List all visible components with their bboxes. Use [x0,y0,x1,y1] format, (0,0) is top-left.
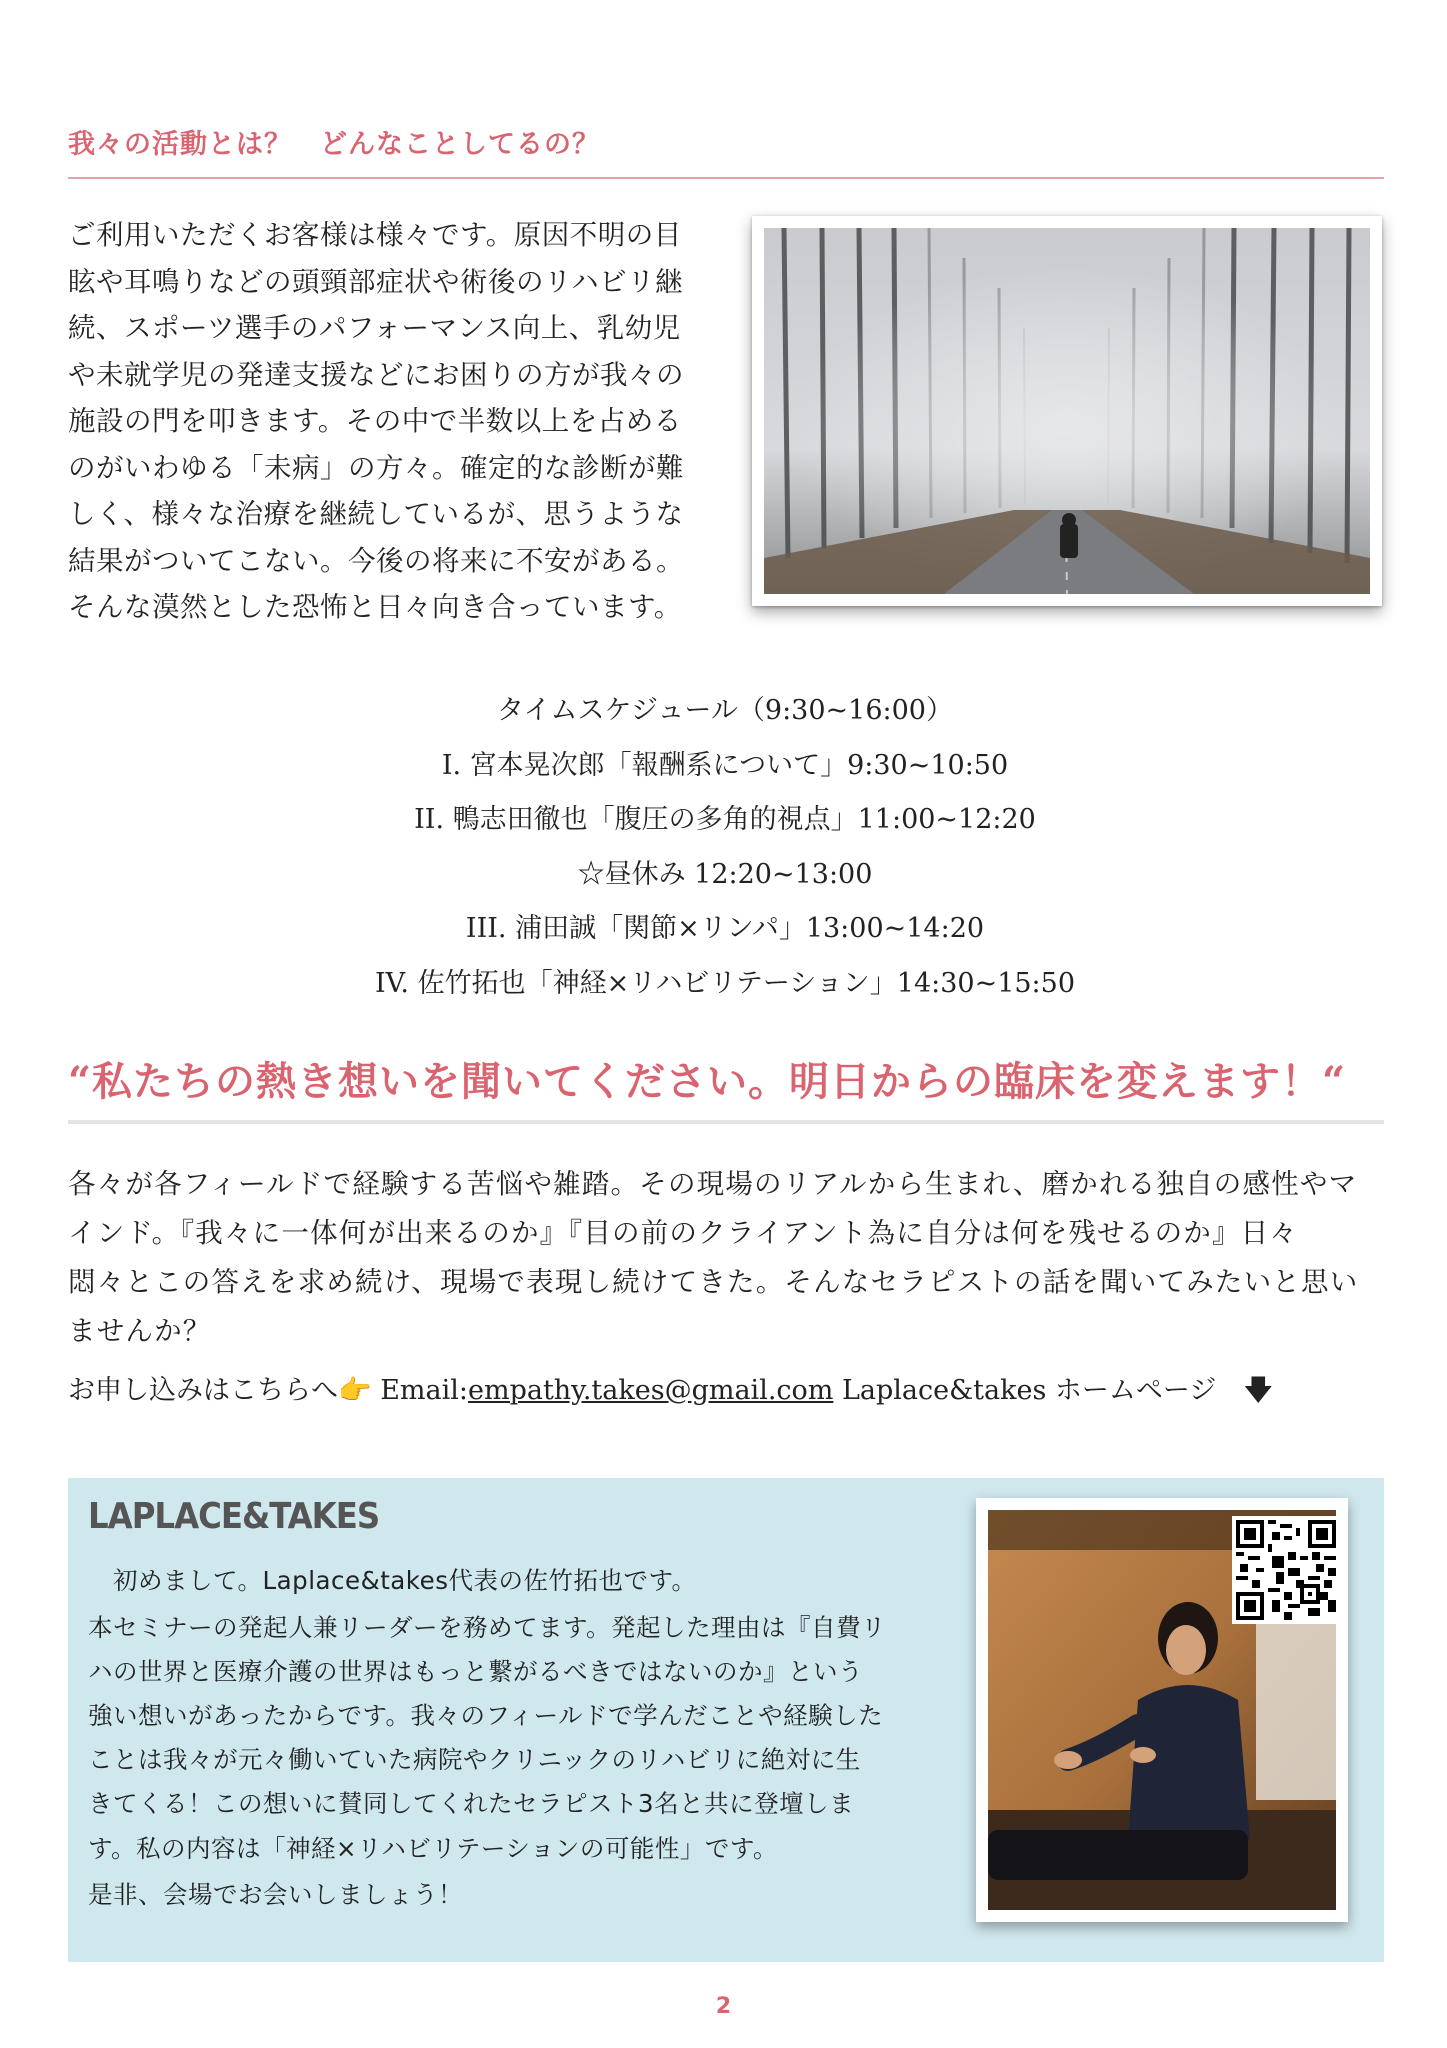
intro-line: ご利用いただくお客様は様々です。原因不明の目 [68,219,682,251]
profile-text [88,1556,948,1918]
pointing-hand-icon: 👉 [338,1375,372,1406]
profile-line: 是非、会場でお会いしましょう！ [88,1880,463,1909]
schedule-item: II. 鴨志田徹也「腹圧の多角的視点」11:00~12:20 [414,804,1036,835]
schedule-item: IV. 佐竹拓也「神経×リハビリテーション」14:30~15:50 [374,967,1076,999]
profile-box-title: LAPLACE&TAKES [88,1496,380,1537]
schedule-item: I. 宮本晃次郎「報酬系について」9:30~10:50 [441,749,1009,781]
intro-line: 結果がついてこない。今後の将来に不安がある。 [68,544,684,577]
intro-line: 続、スポーツ選手のパフォーマンス向上、乳幼児 [68,312,681,344]
quote-divider [68,1120,1384,1124]
intro-line: 施設の門を叩きます。その中で半数以上を占める [68,405,682,437]
foggy-road-photo [752,216,1382,606]
profile-line: 初めまして。Laplace&takes代表の佐竹拓也です。 [88,1566,697,1595]
description-line: ませんか？ [68,1315,212,1347]
description-line: 悶々とこの答えを求め続け、現場で表現し続けてきた。そんなセラピストの話を聞いてみたいと思い [68,1266,1359,1298]
email-label: Email: [371,1375,468,1406]
profile-line: 強い想いがあったからです。我々のフィールドで学んだことや経験した [88,1701,884,1730]
pull-quote: “私たちの熱き想いを聞いてください。明日からの臨床を変えます！“ [68,1058,1347,1105]
intro-line: や未就学児の発達支援などにお困りの方が我々の [68,358,684,391]
presenter-photo [976,1498,1348,1922]
profile-line: ハの世界と医療介護の世界はもっと繋がるべきではないのか』という [88,1657,863,1686]
section-title: 我々の活動とは？ どんなことしてるの？ [68,129,600,160]
time-schedule [300,684,1150,1011]
profile-line: す。私の内容は「神経×リハビリテーションの可能性」です。 [88,1834,778,1863]
intro-line: しく、様々な治療を継続しているが、思うような [68,498,684,530]
profile-line: ことは我々が元々働いていた病院やクリニックのリハビリに絶対に生 [88,1745,861,1774]
qr-code[interactable] [1232,1516,1340,1624]
application-prefix: お申し込みはこちらへ [68,1375,338,1406]
intro-line: そんな漠然とした恐怖と日々向き合っています。 [68,591,682,623]
arrow-down-icon: 🡇 [1244,1375,1273,1406]
profile-line: 本セミナーの発起人兼リーダーを務めてます。発起した理由は『自費リ [88,1613,887,1642]
schedule-item: III. 浦田誠「関節×リンパ」13:00~14:20 [465,913,985,944]
section-divider [68,177,1384,179]
intro-paragraph [68,212,718,631]
profile-line: きてくる！この想いに賛同してくれたセラピスト3名と共に登壇しま [88,1789,855,1818]
intro-line: のがいわゆる「未病」の方々。確定的な診断が難 [68,451,684,484]
intro-line: 眩や耳鳴りなどの頭頸部症状や術後のリハビリ継 [68,265,684,298]
schedule-title: タイムスケジュール（9:30~16:00） [497,695,953,726]
page-number: 2 [715,1994,732,2019]
description-line: 各々が各フィールドで経験する苦悩や雑踏。その現場のリアルから生まれ、磨かれる独自の感性やマ [68,1168,1358,1200]
foggy-forest-image [764,228,1370,594]
email-link[interactable]: empathy.takes@gmail.com [467,1375,834,1406]
schedule-item: ☆昼休み 12:20~13:00 [577,858,873,890]
profile-box [68,1478,1384,1962]
description-line: インド。『我々に一体何が出来るのか』『目の前のクライアント為に自分は何を残せるのか』日々 [68,1217,1299,1249]
qr-code-icon [1236,1520,1336,1620]
homepage-label[interactable]: Laplace&takes ホームページ [833,1375,1217,1406]
application-line [68,1368,1384,1417]
description-paragraph [68,1160,1384,1356]
